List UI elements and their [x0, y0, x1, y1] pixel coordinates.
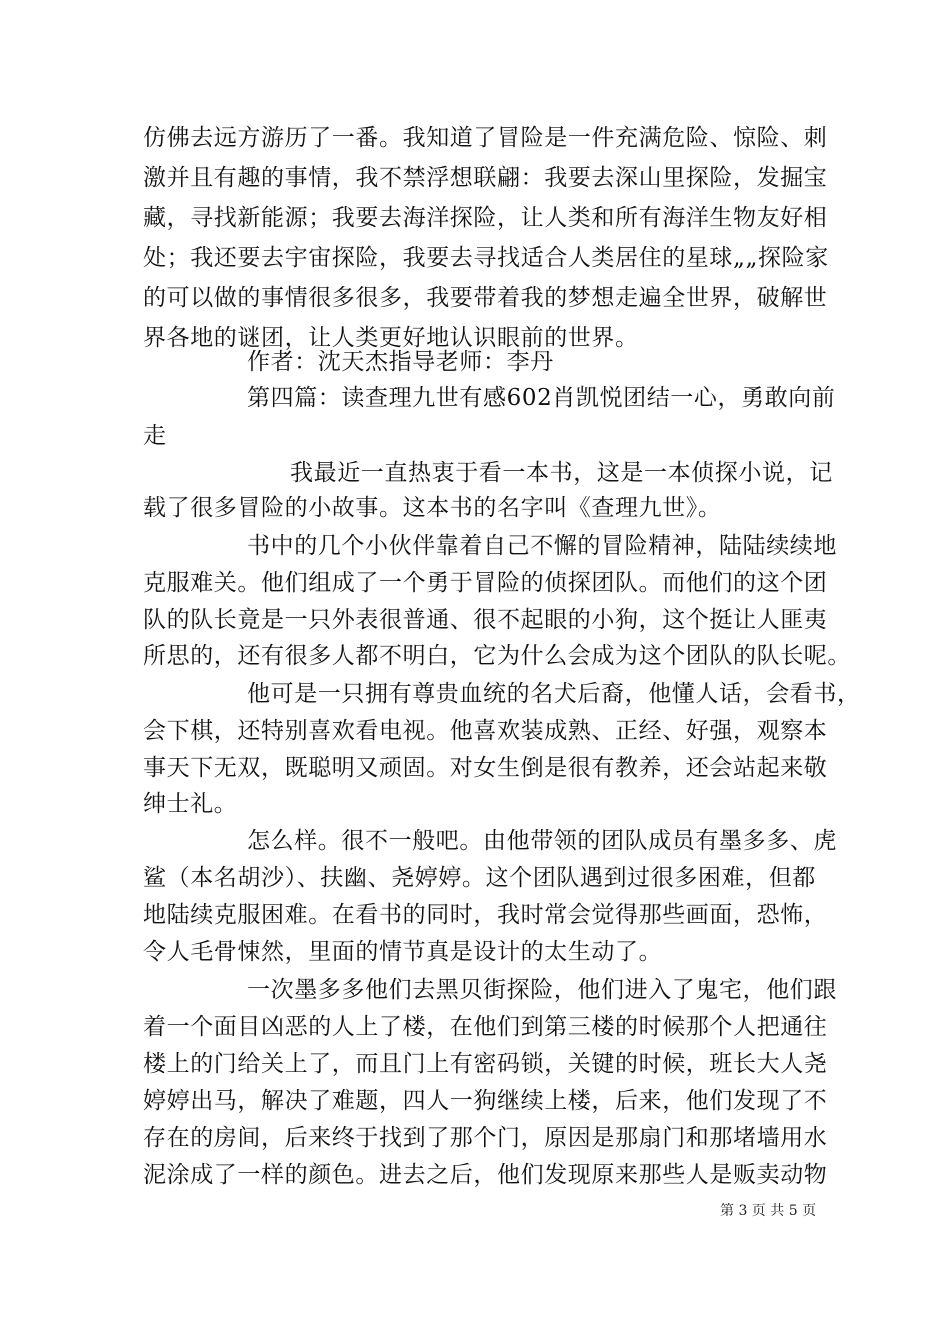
text-line: 鲨（本名胡沙）、扶幽、尧婷婷。这个团队遇到过很多困难，但都 [143, 865, 816, 891]
text-line: 事天下无双，既聪明又顽固。对女生倒是很有教养，还会站起来敬 [143, 755, 828, 781]
text-line: 泥涂成了一样的颜色。进去之后，他们发现原来那些人是贩卖动物 [143, 1162, 828, 1188]
author-line: 作者：沈天杰指导老师：李丹 [247, 349, 554, 375]
text-line: 队的队长竟是一只外表很普通、很不起眼的小狗，这个挺让人匪夷 [143, 607, 828, 633]
text-line: 存在的房间，后来终于找到了那个门，原因是那扇门和那堵墙用水 [143, 1125, 828, 1151]
text-line: 克服难关。他们组成了一个勇于冒险的侦探团队。而他们的这个团 [143, 570, 828, 596]
section-title: 第四篇：读查理九世有感602肖凯悦团结一心，勇敢向前 [247, 385, 836, 411]
text-line: 的可以做的事情很多很多，我要带着我的梦想走遍全世界，破解世 [143, 285, 828, 311]
text-line: 一次墨多多他们去黑贝街探险，他们进入了鬼宅，他们跟 [247, 977, 837, 1003]
text-line: 婷婷出马，解决了难题，四人一狗继续上楼，后来，他们发现了不 [143, 1088, 828, 1114]
text-line: 楼上的门给关上了，而且门上有密码锁，关键的时候，班长大人尧 [143, 1051, 828, 1077]
text-line: 载了很多冒险的小故事。这本书的名字叫《查理九世》。 [143, 495, 722, 521]
text-line: 激并且有趣的事情，我不禁浮想联翩：我要去深山里探险，发掘宝 [143, 165, 828, 191]
text-line: 藏，寻找新能源；我要去海洋探险，让人类和所有海洋生物友好相 [143, 205, 828, 231]
page-number: 第 3 页 共 5 页 [720, 1203, 817, 1219]
text-line: 他可是一只拥有尊贵血统的名犬后裔，他懂人话，会看书， [247, 681, 861, 707]
text-line: 书中的几个小伙伴靠着自己不懈的冒险精神，陆陆续续地 [247, 533, 837, 559]
text-line: 界各地的谜团，让人类更好地认识眼前的世界。 [143, 325, 639, 351]
text-line: 处；我还要去宇宙探险，我要去寻找适合人类居住的星球„„探险家 [143, 245, 829, 271]
text-line: 会下棋，还特别喜欢看电视。他喜欢装成熟、正经、好强，观察本 [143, 718, 828, 744]
text-line: 怎么样。很不一般吧。由他带领的团队成员有墨多多、虎 [247, 828, 837, 854]
text-line: 仿佛去远方游历了一番。我知道了冒险是一件充满危险、惊险、刺 [143, 125, 828, 151]
section-title-continued: 走 [143, 423, 167, 449]
text-line: 着一个面目凶恶的人上了楼，在他们到第三楼的时候那个人把通往 [143, 1014, 828, 1040]
text-line: 地陆续克服困难。在看书的同时，我时常会觉得那些画面，恐怖， [143, 902, 828, 928]
text-line: 令人毛骨悚然，里面的情节真是设计的太生动了。 [143, 939, 663, 965]
text-line: 我最近一直热衷于看一本书，这是一本侦探小说，记 [290, 460, 833, 486]
text-line: 绅士礼。 [143, 791, 238, 817]
text-line: 所思的，还有很多人都不明白，它为什么会成为这个团队的队长呢。 [143, 643, 851, 669]
